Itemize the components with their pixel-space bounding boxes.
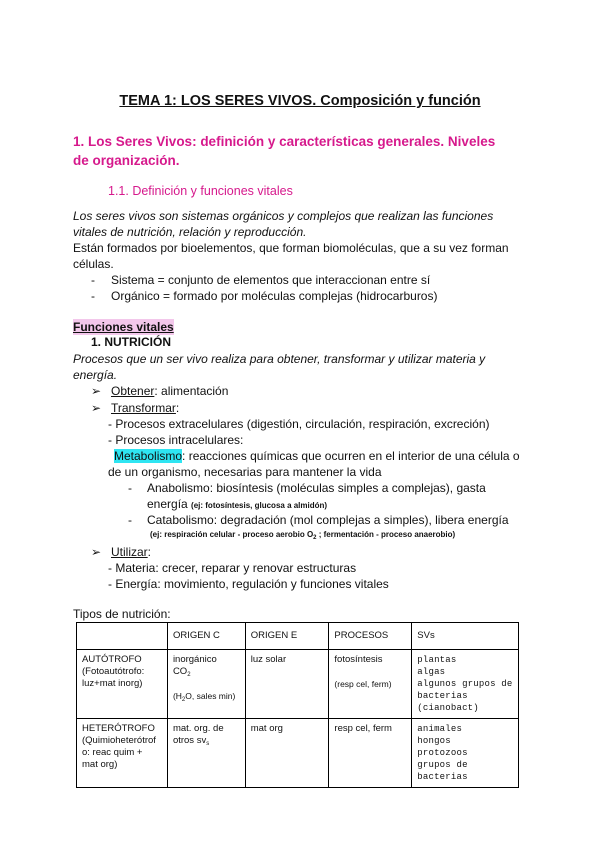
table-header-cell: SVs (412, 623, 519, 650)
table-cell: luz solar (245, 650, 329, 719)
nutrition-definition-2: energía. (73, 368, 118, 382)
table-cell: mat org (245, 719, 329, 788)
composition-line-2: células. (73, 257, 114, 271)
dash-bullet: - (91, 273, 95, 287)
heterotrofo-sub3: mat org) (82, 759, 118, 770)
autotrofo-origen-c-3 (173, 690, 240, 706)
heterotrofo-origen-c-2 (173, 735, 240, 750)
table-cell (77, 650, 168, 719)
sv-item: algas (417, 667, 446, 677)
sv-item: hongos (417, 736, 451, 746)
transformar-colon: : (175, 401, 180, 415)
list-item-text: Orgánico = formado por moléculas complejas (hidrocarburos) (111, 289, 438, 303)
nutrition-types-table (76, 622, 519, 788)
catabolismo-item (128, 512, 509, 528)
table-header-cell: ORIGEN C (167, 623, 245, 650)
utilizar-label: Utilizar (111, 545, 148, 559)
arrow-bullet-icon: ➢ (91, 401, 102, 415)
definition-line-1: Los seres vivos son sistemas orgánicos y complejos que realizan las funciones (73, 209, 494, 223)
page-title: TEMA 1: LOS SERES VIVOS. Composición y función (119, 93, 481, 109)
metabolismo-text: : reacciones químicas que ocurren en el interior de una célula o (182, 449, 520, 463)
o-sales-text: O, sales min) (185, 691, 236, 701)
vital-functions-heading: Funciones vitales (73, 320, 174, 334)
arrow-bullet-icon: ➢ (91, 384, 102, 398)
list-item (91, 272, 430, 288)
obtener-text: : alimentación (154, 384, 229, 398)
sv-item: grupos de bacterias (417, 760, 468, 782)
catabolismo-text: Catabolismo: degradación (mol complejas a simples), libera energía (147, 513, 509, 527)
nutrition-definition-1: Procesos que un ser vivo realiza para obtener, transformar y utilizar materia y (73, 352, 486, 366)
dash-bullet: - (128, 513, 132, 527)
heterotrofo-origen-c-1: mat. org. de (172, 723, 224, 734)
table-cell: resp cel, ferm (329, 719, 412, 788)
sv-item: protozoos (417, 748, 468, 758)
metabolismo-line (114, 448, 520, 464)
anabolismo-item (128, 480, 486, 496)
table-header-row (77, 623, 519, 650)
dash-bullet: - (128, 481, 132, 495)
definition-line-2: vitales de nutrición, relación y reproducción. (73, 225, 307, 239)
table-cell (167, 719, 245, 788)
autotrofo-sub1: (Fotoautótrofo: (82, 666, 145, 677)
transformar-item (91, 400, 179, 416)
sv-item: plantas (417, 655, 457, 665)
utilizar-colon: : (147, 545, 152, 559)
utilizar-item (91, 544, 151, 560)
autotrofo-procesos-1: fotosíntesis (334, 654, 383, 665)
section-heading: 1. Los Seres Vivos: definición y características generales. Niveles de organización. (73, 134, 496, 168)
anabolismo-text: Anabolismo: biosíntesis (moléculas simples a complejas), gasta (147, 481, 486, 495)
heterotrofo-sub2: o: reac quim + (82, 747, 143, 758)
table-cell (167, 650, 245, 719)
table-cell (77, 719, 168, 788)
list-item-text: Sistema = conjunto de elementos que interaccionan entre sí (111, 273, 431, 287)
utilizar-energia: - Energía: movimiento, regulación y funciones vitales (108, 577, 389, 591)
sv-subscript: s (206, 741, 210, 747)
dash-bullet: - (91, 289, 95, 303)
table-caption: Tipos de nutrición: (73, 607, 171, 621)
catabolismo-example (150, 530, 455, 541)
catabolismo-example-sub: 2 (313, 535, 317, 541)
procesos-extracelulares: - Procesos extracelulares (digestión, circulación, respiración, excreción) (108, 417, 490, 431)
co-subscript: 2 (187, 672, 191, 678)
table-row (77, 719, 519, 788)
metabolismo-highlight: Metabolismo (114, 449, 183, 463)
table-cell (329, 650, 412, 719)
composition-line-1: Están formados por bioelementos, que forman biomoléculas, que a su vez forman (73, 241, 509, 255)
h-subscript: 2 (181, 697, 186, 703)
arrow-bullet-icon: ➢ (91, 545, 102, 559)
autotrofo-procesos-2: (resp cel, ferm) (334, 679, 392, 689)
autotrofo-origen-c-2 (173, 666, 240, 681)
table-cell (412, 650, 519, 719)
anabolismo-example: (ej: fotosíntesis, glucosa a almidón) (191, 501, 328, 510)
otros-sv-text: otros sv (172, 735, 207, 746)
obtener-item (91, 383, 228, 399)
transformar-label: Transformar (111, 401, 176, 415)
heterotrofo-name: HETERÓTROFO (82, 723, 155, 734)
catabolismo-example-a: (ej: respiración celular - proceso aerobio O (150, 530, 314, 539)
catabolismo-example-b: ; fermentación - proceso anaerobio) (316, 530, 456, 539)
h-text: (H (172, 691, 182, 701)
anabolismo-energia: energía (147, 497, 188, 511)
metabolismo-line-2: de un organismo, necesarias para mantener la vida (108, 465, 382, 479)
table-header-cell (77, 623, 168, 650)
utilizar-materia: - Materia: crecer, reparar y renovar estructuras (108, 561, 357, 575)
heterotrofo-sub1: (Quimioheterótrof (82, 735, 156, 746)
table-header-cell: PROCESOS (329, 623, 412, 650)
sv-item: animales (417, 724, 463, 734)
obtener-label: Obtener (111, 384, 155, 398)
list-item (91, 288, 437, 304)
table-header-cell: ORIGEN E (245, 623, 329, 650)
table-row (77, 650, 519, 719)
autotrofo-sub2: luz+mat inorg) (82, 678, 143, 689)
sv-item: bacterias (cianobact) (417, 691, 479, 713)
autotrofo-origen-c-1: inorgánico (172, 654, 217, 665)
table-cell (412, 719, 519, 788)
co-text: CO (172, 666, 188, 677)
sv-item: algunos grupos de (417, 679, 513, 689)
nutrition-heading: 1. NUTRICIÓN (91, 335, 172, 349)
procesos-intracelulares: - Procesos intracelulares: (108, 433, 244, 447)
autotrofo-name: AUTÓTROFO (82, 654, 142, 665)
subsection-heading: 1.1. Definición y funciones vitales (108, 184, 293, 198)
